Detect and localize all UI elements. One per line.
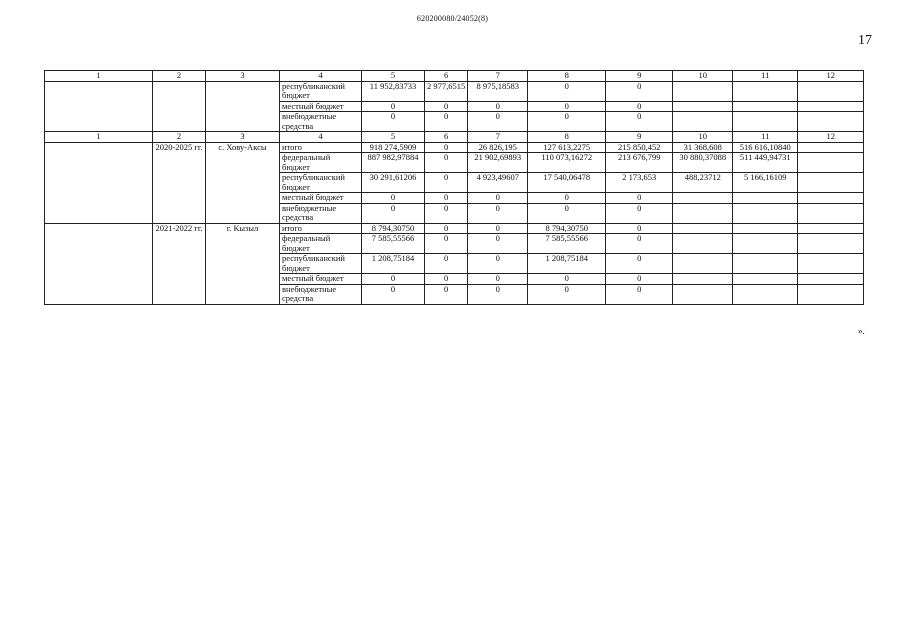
value-cell: 0 [528, 112, 606, 132]
header-cell: 1 [45, 71, 153, 82]
value-cell [673, 81, 733, 101]
empty-cell [798, 81, 864, 101]
empty-cell [798, 234, 864, 254]
value-cell [673, 223, 733, 234]
value-cell: 0 [606, 101, 673, 112]
value-cell: 0 [425, 274, 468, 285]
value-cell [673, 234, 733, 254]
value-cell: 0 [528, 284, 606, 304]
value-cell: 0 [425, 223, 468, 234]
value-cell: 0 [425, 234, 468, 254]
empty-cell [798, 274, 864, 285]
value-cell: 0 [468, 112, 528, 132]
funding-source-label: местный бюджет [280, 101, 362, 112]
empty-cell [798, 142, 864, 153]
value-cell: 0 [468, 193, 528, 204]
value-cell: 0 [362, 193, 425, 204]
value-cell [673, 101, 733, 112]
value-cell [733, 101, 798, 112]
value-cell: 213 676,799 [606, 153, 673, 173]
value-cell [673, 203, 733, 223]
value-cell: 30 880,37088 [673, 153, 733, 173]
table-row [45, 223, 864, 234]
empty-cell [153, 81, 206, 132]
value-cell: 8 794,30750 [528, 223, 606, 234]
value-cell [733, 284, 798, 304]
value-cell: 5 166,16109 [733, 173, 798, 193]
value-cell: 1 208,75184 [362, 254, 425, 274]
empty-cell [45, 81, 153, 132]
empty-cell [45, 223, 153, 304]
value-cell: 0 [362, 112, 425, 132]
funding-source-label: местный бюджет [280, 274, 362, 285]
value-cell [733, 234, 798, 254]
value-cell: 0 [528, 81, 606, 101]
header-cell: 4 [280, 132, 362, 143]
budget-table [44, 70, 864, 305]
value-cell: 0 [606, 234, 673, 254]
place-cell: г. Кызыл [206, 223, 280, 304]
empty-cell [45, 142, 153, 223]
value-cell: 8 794,30750 [362, 223, 425, 234]
period-cell: 2021-2022 гг. [153, 223, 206, 304]
empty-cell [798, 254, 864, 274]
table-row [45, 142, 864, 153]
value-cell: 30 291,61206 [362, 173, 425, 193]
value-cell [733, 193, 798, 204]
value-cell: 0 [606, 203, 673, 223]
value-cell: 0 [425, 203, 468, 223]
empty-cell [798, 112, 864, 132]
header-cell: 9 [606, 71, 673, 82]
funding-source-label: республиканский бюджет [280, 173, 362, 193]
header-cell: 4 [280, 71, 362, 82]
value-cell [733, 112, 798, 132]
empty-cell [798, 153, 864, 173]
column-number-row [45, 71, 864, 82]
empty-cell [798, 173, 864, 193]
value-cell: 0 [362, 274, 425, 285]
value-cell [733, 203, 798, 223]
column-number-row [45, 132, 864, 143]
value-cell: 0 [528, 274, 606, 285]
value-cell: 0 [425, 153, 468, 173]
header-cell: 12 [798, 132, 864, 143]
value-cell: 21 902,69893 [468, 153, 528, 173]
funding-source-label: внебюджетные средства [280, 284, 362, 304]
value-cell: 0 [425, 284, 468, 304]
header-cell: 11 [733, 71, 798, 82]
value-cell: 26 826,195 [468, 142, 528, 153]
value-cell: 0 [468, 254, 528, 274]
header-cell: 1 [45, 132, 153, 143]
value-cell: 0 [468, 223, 528, 234]
value-cell: 0 [425, 254, 468, 274]
value-cell: 8 975,18583 [468, 81, 528, 101]
value-cell [733, 223, 798, 234]
value-cell: 0 [468, 203, 528, 223]
value-cell: 0 [425, 193, 468, 204]
header-cell: 2 [153, 71, 206, 82]
value-cell: 0 [468, 284, 528, 304]
header-cell: 10 [673, 71, 733, 82]
value-cell: 0 [425, 142, 468, 153]
value-cell: 110 073,16272 [528, 153, 606, 173]
header-cell: 11 [733, 132, 798, 143]
value-cell: 127 613,2275 [528, 142, 606, 153]
value-cell: 0 [468, 234, 528, 254]
header-cell: 6 [425, 132, 468, 143]
funding-source-label: итого [280, 142, 362, 153]
funding-source-label: федеральный бюджет [280, 234, 362, 254]
value-cell [673, 284, 733, 304]
value-cell: 31 368,608 [673, 142, 733, 153]
header-cell: 7 [468, 132, 528, 143]
header-cell: 3 [206, 71, 280, 82]
value-cell: 0 [606, 112, 673, 132]
table-row [45, 81, 864, 101]
value-cell: 2 173,653 [606, 173, 673, 193]
value-cell: 0 [468, 101, 528, 112]
value-cell [673, 193, 733, 204]
funding-source-label: внебюджетные средства [280, 112, 362, 132]
value-cell [733, 81, 798, 101]
value-cell: 0 [425, 101, 468, 112]
header-cell: 2 [153, 132, 206, 143]
funding-source-label: республиканский бюджет [280, 254, 362, 274]
value-cell: 17 540,06478 [528, 173, 606, 193]
funding-source-label: итого [280, 223, 362, 234]
value-cell: 0 [606, 193, 673, 204]
value-cell [733, 274, 798, 285]
empty-cell [798, 101, 864, 112]
funding-source-label: республиканский бюджет [280, 81, 362, 101]
period-cell: 2020-2025 гг. [153, 142, 206, 223]
value-cell: 0 [362, 101, 425, 112]
value-cell: 7 585,55566 [362, 234, 425, 254]
value-cell [673, 112, 733, 132]
value-cell: 0 [528, 203, 606, 223]
header-cell: 5 [362, 132, 425, 143]
value-cell: 0 [362, 284, 425, 304]
header-cell: 7 [468, 71, 528, 82]
value-cell: 887 982,97884 [362, 153, 425, 173]
header-cell: 8 [528, 71, 606, 82]
value-cell: 7 585,55566 [528, 234, 606, 254]
funding-source-label: внебюджетные средства [280, 203, 362, 223]
value-cell: 1 208,75184 [528, 254, 606, 274]
funding-source-label: федеральный бюджет [280, 153, 362, 173]
value-cell [733, 254, 798, 274]
value-cell: 511 449,94731 [733, 153, 798, 173]
header-cell: 6 [425, 71, 468, 82]
value-cell: 918 274,5909 [362, 142, 425, 153]
empty-cell [798, 223, 864, 234]
header-cell: 5 [362, 71, 425, 82]
value-cell [673, 274, 733, 285]
header-cell: 9 [606, 132, 673, 143]
value-cell: 516 616,10840 [733, 142, 798, 153]
value-cell: 2 977,6515 [425, 81, 468, 101]
place-cell: с. Хову-Аксы [206, 142, 280, 223]
header-cell: 3 [206, 132, 280, 143]
value-cell: 4 923,49607 [468, 173, 528, 193]
value-cell: 0 [606, 284, 673, 304]
value-cell: 0 [606, 81, 673, 101]
header-cell: 8 [528, 132, 606, 143]
empty-cell [798, 203, 864, 223]
value-cell [673, 254, 733, 274]
value-cell: 0 [606, 223, 673, 234]
page-number: 17 [858, 33, 872, 48]
value-cell: 0 [425, 173, 468, 193]
value-cell: 0 [606, 274, 673, 285]
header-cell: 12 [798, 71, 864, 82]
value-cell: 488,23712 [673, 173, 733, 193]
header-cell: 10 [673, 132, 733, 143]
value-cell: 0 [606, 254, 673, 274]
value-cell: 11 952,83733 [362, 81, 425, 101]
value-cell: 0 [425, 112, 468, 132]
empty-cell [206, 81, 280, 132]
document-code: 620200080/24052(8) [416, 14, 489, 23]
value-cell: 0 [528, 193, 606, 204]
value-cell: 0 [528, 101, 606, 112]
value-cell: 215 850,452 [606, 142, 673, 153]
value-cell: 0 [362, 203, 425, 223]
funding-source-label: местный бюджет [280, 193, 362, 204]
closing-quote: ». [858, 326, 865, 336]
value-cell: 0 [468, 274, 528, 285]
empty-cell [798, 284, 864, 304]
empty-cell [798, 193, 864, 204]
